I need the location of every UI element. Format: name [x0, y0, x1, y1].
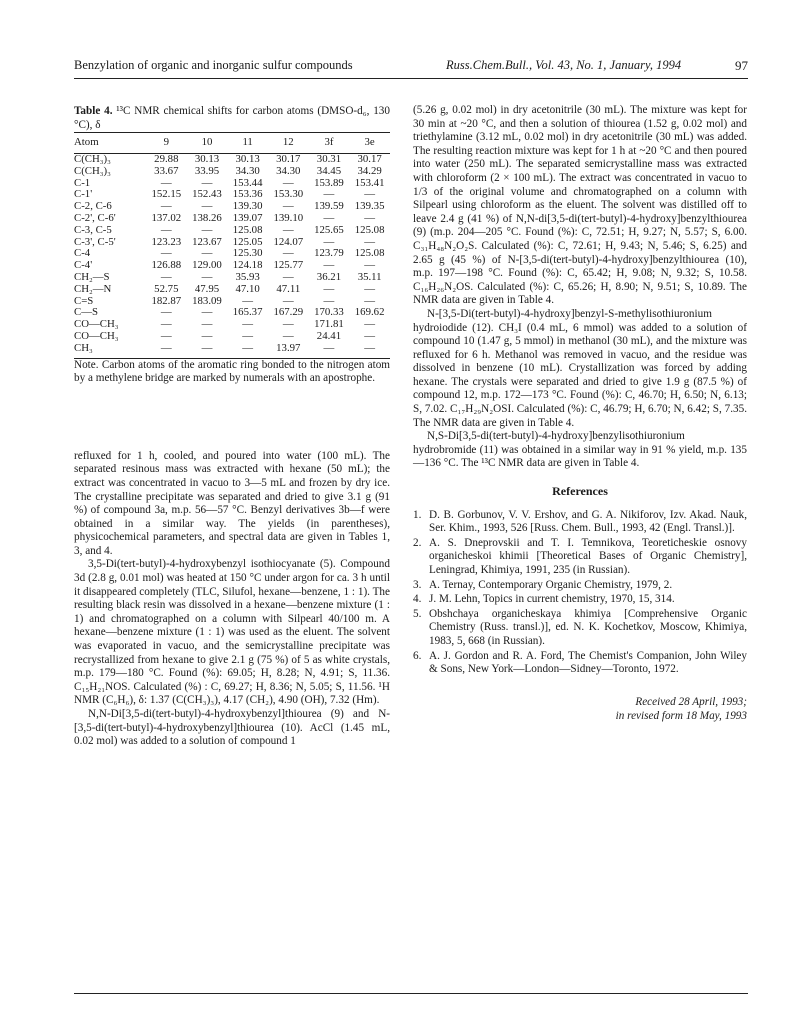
shift-cell: 34.45: [316, 164, 342, 177]
shift-cell: —: [242, 294, 254, 307]
table-row: [74, 284, 390, 296]
shift-cell: —: [160, 247, 172, 260]
reference-number: 4.: [413, 593, 422, 606]
shift-cell: 152.15: [151, 188, 182, 201]
shift-cell: 152.43: [192, 188, 222, 201]
shift-cell: —: [323, 211, 335, 224]
shift-cell: 125.30: [232, 247, 263, 260]
body-paragraph: refluxed for 1 h, cooled, and poured into water (100 mL). The separated resinous mass was extracted with hexane (50 mL); the extract was concentrated in vacuo to 3—5 mL and frozen by dry ice. The crystalline precipitate was separated and dried to give 3.1 g (91 %) of compound 3a, m.p. 56—57 °C. Benzyl derivatives 3b—f were obtained in a similar way. The yields (in parentheses), physicochemical parameters, and spectral data are given in Tables 1, 3, and 4.: [74, 449, 390, 557]
shift-cell: —: [242, 318, 254, 331]
right-column: [413, 104, 747, 723]
nmr-table: [74, 132, 390, 359]
atom-cell: CH₂—S: [74, 270, 110, 283]
atom-cell: C-2, C-6: [74, 200, 112, 213]
shift-cell: 29.88: [154, 153, 179, 165]
shift-cell: —: [201, 223, 213, 236]
reference-text: A. S. Dneprovskii and T. I. Temnikova, Teoreticheskie osnovy organicheskoi khimii [Theoretical Bases of Organic Chemistry], Leningrad, Khimiya, 1991, 235 (in Russian).: [429, 536, 747, 576]
shift-cell: —: [282, 200, 294, 213]
shift-cell: 124.18: [232, 259, 263, 272]
journal-citation: Russ.Chem.Bull., Vol. 43, No. 1, January, 1994: [446, 58, 682, 72]
shift-cell: —: [201, 247, 213, 260]
page-number: 97: [735, 58, 748, 73]
shift-cell: —: [309, 343, 350, 358]
reference-item: [413, 608, 747, 649]
shift-cell: 169.62: [354, 306, 385, 319]
shift-cell: —: [364, 318, 376, 331]
table-row: [74, 272, 390, 284]
table-row: [74, 201, 390, 213]
shift-cell: 139.30: [232, 200, 263, 213]
reference-number: 3.: [413, 578, 422, 591]
right-body-text: [413, 104, 747, 471]
shift-cell: 182.87: [151, 294, 182, 307]
shift-cell: 153.89: [314, 176, 344, 189]
shift-cell: —: [160, 223, 172, 236]
table-row: [74, 319, 390, 331]
shift-cell: 139.10: [273, 211, 304, 224]
shift-cell: —: [364, 188, 376, 201]
shift-cell: —: [160, 329, 172, 342]
shift-cell: 30.13: [235, 153, 260, 165]
reference-item: [413, 650, 747, 677]
shift-cell: 33.95: [194, 164, 220, 177]
atom-cell: CH₂—N: [74, 282, 112, 295]
shift-cell: —: [364, 211, 376, 224]
column-header: 11: [227, 133, 268, 154]
reference-text: Obshchaya organicheskaya khimiya [Comprehensive Organic Chemistry (Russ. transl.)], ed. N. K. Kochetkov, Moscow, Khimiya, 1983, 5, 668 (in Russian).: [429, 607, 747, 647]
shift-cell: 139.07: [232, 211, 263, 224]
shift-cell: 170.33: [314, 306, 344, 319]
atom-cell: C=S: [74, 294, 94, 307]
shift-cell: —: [201, 306, 213, 319]
atom-cell: C-2', C-6': [74, 211, 116, 224]
shift-cell: —: [364, 329, 376, 342]
table-row: [74, 343, 390, 358]
shift-cell: —: [323, 294, 335, 307]
shift-cell: 183.09: [192, 294, 222, 307]
reference-number: 1.: [413, 508, 422, 521]
atom-cell: C(CH₃)₃: [74, 164, 111, 177]
shift-cell: —: [201, 200, 213, 213]
shift-cell: 139.35: [354, 200, 385, 213]
shift-cell: —: [242, 329, 254, 342]
shift-cell: —: [282, 223, 294, 236]
column-header: 3e: [349, 133, 390, 154]
reference-text: A. J. Gordon and R. A. Ford, The Chemist's Companion, John Wiley & Sons, New York—London—Sidney—Toronto, 1972.: [429, 649, 747, 676]
atom-cell: C-3', C-5': [74, 235, 116, 248]
shift-cell: 35.11: [357, 270, 382, 283]
shift-cell: —: [146, 343, 187, 358]
shift-cell: —: [160, 200, 172, 213]
revised-date: in revised form 18 May, 1993: [615, 709, 747, 722]
shift-cell: 138.26: [192, 211, 222, 224]
left-body-text: [74, 450, 390, 749]
shift-cell: 125.77: [273, 259, 304, 272]
shift-cell: —: [282, 247, 294, 260]
shift-cell: 153.30: [273, 188, 304, 201]
left-column: [74, 104, 390, 749]
shift-cell: 137.02: [151, 211, 182, 224]
body-paragraph: 3,5-Di(tert-butyl)-4-hydroxybenzyl isothiocyanate (5). Compound 3d (2.8 g, 0.01 mol) was heated at 150 °C under argon for ca. 3 h until it disappeared completely (TLC, Silufol, hexane—benzene, 1 : 1). The resulting black resin was dissolved in a hexane—benzene mixture (1 : 1) and chromatographed on a column with Silpearl 40/100 m. A hexane—benzene mixture (1 : 1) was used as the eluent. The solvent was evaporated in vacuo, and the semicrystalline precipitate was recrystallized from hexane to give 2.1 g (75 %) of 5 as white crystals, m.p. 179—180 °C. Found (%): 69.05; H, 8.28; N, 4.91; S, 11.36. C₁₅H₂₁NOS. Calculated (%) : C, 69.27; H, 8.36; N, 5.05; S, 11.56. ¹H NMR (C₆H₆), δ: 1.37 (C(CH₃)₃), 4.17 (CH₂), 4.90 (OH), 7.32 (Hm).: [74, 558, 390, 707]
column-header: 9: [146, 133, 187, 154]
table-caption: [74, 104, 390, 132]
atom-cell: CO—CH₃: [74, 318, 119, 331]
column-header: 12: [268, 133, 309, 154]
shift-cell: —: [364, 282, 376, 295]
reference-number: 5.: [413, 607, 422, 620]
shift-cell: 125.08: [354, 247, 385, 260]
reference-number: 2.: [413, 536, 422, 549]
shift-cell: 34.30: [235, 164, 260, 177]
received-date: Received 28 April, 1993;: [635, 695, 747, 708]
shift-cell: 47.95: [194, 282, 220, 295]
shift-cell: 123.23: [151, 235, 182, 248]
shift-cell: —: [323, 188, 335, 201]
shift-cell: 34.30: [276, 164, 301, 177]
body-paragraph: N,N-Di[3,5-di(tert-butyl)-4-hydroxybenzyl]thiourea (9) and N-[3,5-di(tert-butyl)-4-hydroxybenzyl]thiourea (10). AcCl (1.45 mL, 0.02 mol) was added to a solution of compound 1: [74, 708, 390, 748]
table-label: Table 4.: [74, 105, 113, 117]
table-row: [74, 248, 390, 260]
shift-cell: 35.93: [235, 270, 260, 283]
shift-cell: 52.75: [154, 282, 179, 295]
shift-cell: 167.29: [273, 306, 304, 319]
table-row: [74, 166, 390, 178]
shift-cell: —: [201, 318, 213, 331]
body-paragraph: N-[3,5-Di(tert-butyl)-4-hydroxy]benzyl-S-methylisothiuronium hydroiodide (12). CH₃I (0.4 mL, 6 mmol) was added to a solution of compound 10 (1.47 g, 5 mmol) in methanol (30 mL), and the mixture was refluxed for 6 h. Methanol was removed in vacuo, and the residue was dissolved in benzene (10 mL). Crystallization was forced by adding hexane. The crystals were separated and dried to give 1.9 g (87.5 %) of compound 12, m.p. 172—173 °C. Found (%): C, 46.70; H, 6.50; N, 6.13; S, 7.02. C₁₇H₂₉N₂OSI. Calculated (%): C, 46.79; H, 6.70; N, 6.42; S, 7.35. The NMR data are given in Table 4.: [413, 307, 747, 429]
shift-cell: 47.11: [276, 282, 301, 295]
shift-cell: 153.41: [354, 176, 385, 189]
table-row: [74, 225, 390, 237]
shift-cell: 125.08: [354, 223, 385, 236]
shift-cell: 30.17: [357, 153, 382, 165]
shift-cell: —: [201, 329, 213, 342]
table-row: [74, 213, 390, 225]
references-heading: References: [552, 484, 608, 499]
atom-cell: CO—CH₃: [74, 329, 119, 342]
shift-cell: 171.81: [314, 318, 344, 331]
table-note: Note. Carbon atoms of the aromatic ring bonded to the nitrogen atom by a methylene bridge are marked by numerals with an apostrophe.: [74, 358, 390, 385]
reference-number: 6.: [413, 649, 422, 662]
shift-cell: 125.05: [232, 235, 263, 248]
shift-cell: 124.07: [273, 235, 304, 248]
atom-cell: C-3, C-5: [74, 223, 112, 236]
shift-cell: —: [160, 318, 172, 331]
shift-cell: 129.00: [192, 259, 222, 272]
shift-cell: 33.67: [154, 164, 179, 177]
column-header: 10: [187, 133, 228, 154]
table-caption-text: ¹³C NMR chemical shifts for carbon atoms (DMSO-d₆, 130 °C), δ: [74, 105, 390, 131]
shift-cell: 47.10: [235, 282, 260, 295]
atom-cell: C-4': [74, 259, 93, 272]
atom-cell: CH₃: [74, 343, 146, 358]
reference-item: [413, 593, 747, 607]
shift-cell: 30.17: [276, 153, 301, 165]
shift-cell: —: [282, 318, 294, 331]
shift-cell: 153.44: [232, 176, 263, 189]
shift-cell: 165.37: [232, 306, 263, 319]
reference-text: J. M. Lehn, Topics in current chemistry, 1970, 15, 314.: [429, 593, 675, 606]
shift-cell: 125.65: [314, 223, 344, 236]
bottom-rule: [74, 993, 748, 994]
running-title: Benzylation of organic and inorganic sulfur compounds: [74, 58, 353, 72]
shift-cell: —: [201, 270, 213, 283]
shift-cell: —: [227, 343, 268, 358]
shift-cell: 126.88: [151, 259, 182, 272]
table-row: [74, 178, 390, 190]
shift-cell: —: [160, 270, 172, 283]
shift-cell: —: [160, 306, 172, 319]
reference-item: [413, 537, 747, 578]
shift-cell: 123.79: [314, 247, 344, 260]
shift-cell: 30.13: [194, 153, 220, 165]
shift-cell: —: [160, 176, 172, 189]
body-paragraph: N,S-Di[3,5-di(tert-butyl)-4-hydroxy]benzylisothiuronium hydrobromide (11) was obtained in a similar way in 91 % yield, m.p. 135—136 °C. The ¹³C NMR data are given in Table 4.: [413, 430, 747, 470]
shift-cell: 30.31: [316, 153, 342, 165]
shift-cell: —: [282, 329, 294, 342]
shift-cell: 13.97: [268, 343, 309, 358]
column-header-atom: Atom: [74, 133, 146, 154]
shift-cell: —: [364, 235, 376, 248]
shift-cell: 125.08: [232, 223, 263, 236]
shift-cell: —: [349, 343, 390, 358]
atom-cell: C-1': [74, 188, 93, 201]
reference-text: D. B. Gorbunov, V. V. Ershov, and G. A. Nikiforov, Izv. Akad. Nauk, Ser. Khim., 1993, 526 [Russ. Chem. Bull., 1993, 42 (Engl. Transl.)].: [429, 508, 747, 535]
atom-cell: C(CH₃)₃: [74, 153, 111, 165]
shift-cell: —: [282, 176, 294, 189]
shift-cell: 36.21: [316, 270, 342, 283]
reference-item: [413, 579, 747, 593]
shift-cell: —: [323, 282, 335, 295]
atom-cell: C-1: [74, 176, 91, 189]
body-paragraph: (5.26 g, 0.02 mol) in dry acetonitrile (30 mL). The mixture was kept for 30 min at ~20 °C, and then a solution of thiourea (1.52 g, 0.02 mol) and triethylamine (3.12 mL, 0.02 mol) in dry acetonitrile (30 mL) was added. The resulting reaction mixture was kept for 1 h at ~20 °C and then poured into water (250 mL). The separated semicrystalline mass was extracted with chloroform (2 × 100 mL). The extract was concentrated in vacuo to 1/3 of the original volume and chromatographed on a column with Silpearl using chloroform as the eluent. The solvent was distilled off to leave 2.4 g (41 %) of N,N-di[3,5-di(tert-butyl)-4-hydroxy]benzylthiourea (9) (m.p. 204—205 °C. Found (%): C, 72.51; H, 9.27; N, 5.57; S, 6.00. C₃₁H₄₈N₂O₂S. Calculated (%): C, 72.61; H, 9.43; N, 5.46; S, 6.25) and 2.65 g (45 %) of N-[3,5-di(tert-butyl)-4-hydroxy]benzylthiourea (10), m.p. 197—198 °C. Found (%): C, 65.42; H, 9.08; N, 9.32; S, 10.58. C₁₆H₂₆N₂OS. Calculated (%): C, 65.26; H, 8.90; N, 9.51; S, 10.89. The NMR data are given in Table 4.: [413, 104, 747, 307]
shift-cell: —: [201, 176, 213, 189]
shift-cell: —: [282, 270, 294, 283]
shift-cell: —: [364, 294, 376, 307]
table-row: [74, 260, 390, 272]
shift-cell: —: [364, 259, 376, 272]
atom-cell: C-4: [74, 247, 91, 260]
running-header: [74, 58, 748, 79]
table-row: [74, 154, 390, 166]
shift-cell: —: [323, 259, 335, 272]
reference-text: A. Ternay, Contemporary Organic Chemistry, 1979, 2.: [429, 578, 673, 591]
shift-cell: 34.29: [357, 164, 382, 177]
shift-cell: 139.59: [314, 200, 344, 213]
shift-cell: 123.67: [192, 235, 222, 248]
received-dates: [413, 695, 747, 723]
shift-cell: 153.36: [232, 188, 263, 201]
shift-cell: 24.41: [316, 329, 342, 342]
column-header: 3f: [309, 133, 350, 154]
reference-item: [413, 509, 747, 536]
atom-cell: C—S: [74, 306, 99, 319]
references-list: [413, 509, 747, 677]
shift-cell: —: [282, 294, 294, 307]
table-row: [74, 331, 390, 343]
shift-cell: —: [187, 343, 228, 358]
shift-cell: —: [323, 235, 335, 248]
